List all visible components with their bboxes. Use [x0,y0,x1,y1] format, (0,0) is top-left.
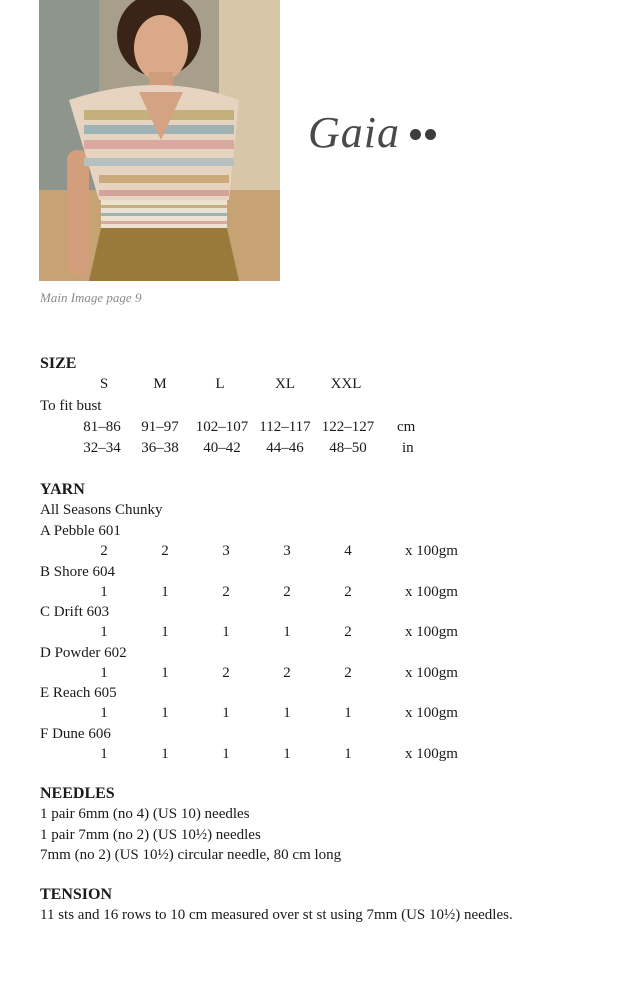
yarn-quantity: 1 [222,745,230,762]
bust-cm-value: 102–107 [195,419,249,435]
bust-in-value: 40–42 [203,440,241,456]
bust-in-value: 32–34 [83,440,121,456]
size-label: XXL [330,376,362,392]
yarn-quantity: 2 [222,583,230,600]
yarn-quantity: 2 [344,664,352,681]
bust-cm-value: 112–117 [259,419,311,435]
needle-line: 1 pair 7mm (no 2) (US 10½) needles [40,827,261,843]
bust-cm-value: 91–97 [141,419,179,435]
yarn-color-label: A Pebble 601 [40,523,121,539]
size-label: L [215,376,225,392]
yarn-unit: x 100gm [405,543,458,559]
needle-line: 1 pair 6mm (no 4) (US 10) needles [40,806,250,822]
yarn-color-label: B Shore 604 [40,563,115,580]
size-heading: SIZE [40,355,77,372]
fit-bust-label: To fit bust [40,398,102,414]
bust-cm-unit: cm [397,419,416,435]
yarn-quantity: 1 [283,745,291,762]
bust-in-value: 36–38 [141,440,179,456]
needles-heading: NEEDLES [40,785,115,802]
yarn-unit: x 100gm [405,705,458,721]
yarn-quantity: 1 [161,745,169,762]
yarn-quantity: 2 [222,664,230,681]
yarn-quantity: 3 [283,543,291,559]
yarn-color-label: F Dune 606 [40,725,111,742]
yarn-quantity: 1 [161,624,169,640]
yarn-quantity: 1 [100,664,108,681]
needle-line: 7mm (no 2) (US 10½) circular needle, 80 cm long [40,847,342,863]
pattern-title: Gaia [308,108,400,157]
bust-in-value: 48–50 [329,440,367,456]
size-label: M [153,376,167,392]
yarn-color-label: C Drift 603 [40,604,110,620]
tension-heading: TENSION [40,886,113,903]
yarn-quantity: 1 [344,745,352,762]
yarn-quantity: 4 [344,543,352,559]
yarn-name: All Seasons Chunky [40,502,163,518]
yarn-quantity: 2 [100,543,108,559]
bust-cm-value: 122–127 [321,419,375,435]
yarn-quantity: 1 [161,583,169,600]
yarn-quantity: 2 [344,624,352,640]
size-label: S [99,376,109,392]
yarn-quantity: 1 [100,745,108,762]
yarn-quantity: 1 [100,705,108,721]
yarn-color-label: E Reach 605 [40,685,117,701]
yarn-quantity: 1 [161,664,169,681]
yarn-quantity: 1 [100,624,108,640]
yarn-heading: YARN [40,481,85,498]
yarn-unit: x 100gm [405,624,458,640]
yarn-quantity: 1 [283,624,291,640]
yarn-quantity: 1 [100,583,108,600]
difficulty-dot-icon [425,129,436,140]
yarn-quantity: 3 [222,543,230,559]
yarn-quantity: 1 [222,705,230,721]
size-label: XL [275,376,295,392]
yarn-unit: x 100gm [405,583,458,600]
bust-cm-value: 81–86 [83,419,121,435]
yarn-unit: x 100gm [405,745,458,762]
yarn-quantity: 1 [161,705,169,721]
difficulty-dot-icon [410,129,421,140]
yarn-quantity: 1 [344,705,352,721]
photo-caption: Main Image page 9 [40,290,142,305]
yarn-quantity: 2 [344,583,352,600]
difficulty-dots [410,129,436,140]
yarn-quantity: 2 [283,583,291,600]
yarn-quantity: 1 [222,624,230,640]
yarn-quantity: 1 [283,705,291,721]
yarn-unit: x 100gm [405,664,458,681]
model-photo [39,0,280,281]
yarn-quantity: 2 [283,664,291,681]
yarn-color-label: D Powder 602 [40,644,127,661]
yarn-quantity: 2 [161,543,169,559]
model-photo-illustration [39,0,280,281]
bust-in-value: 44–46 [266,440,304,456]
tension-text: 11 sts and 16 rows to 10 cm measured over st st using 7mm (US 10½) needles. [40,907,513,923]
bust-in-unit: in [402,440,414,456]
